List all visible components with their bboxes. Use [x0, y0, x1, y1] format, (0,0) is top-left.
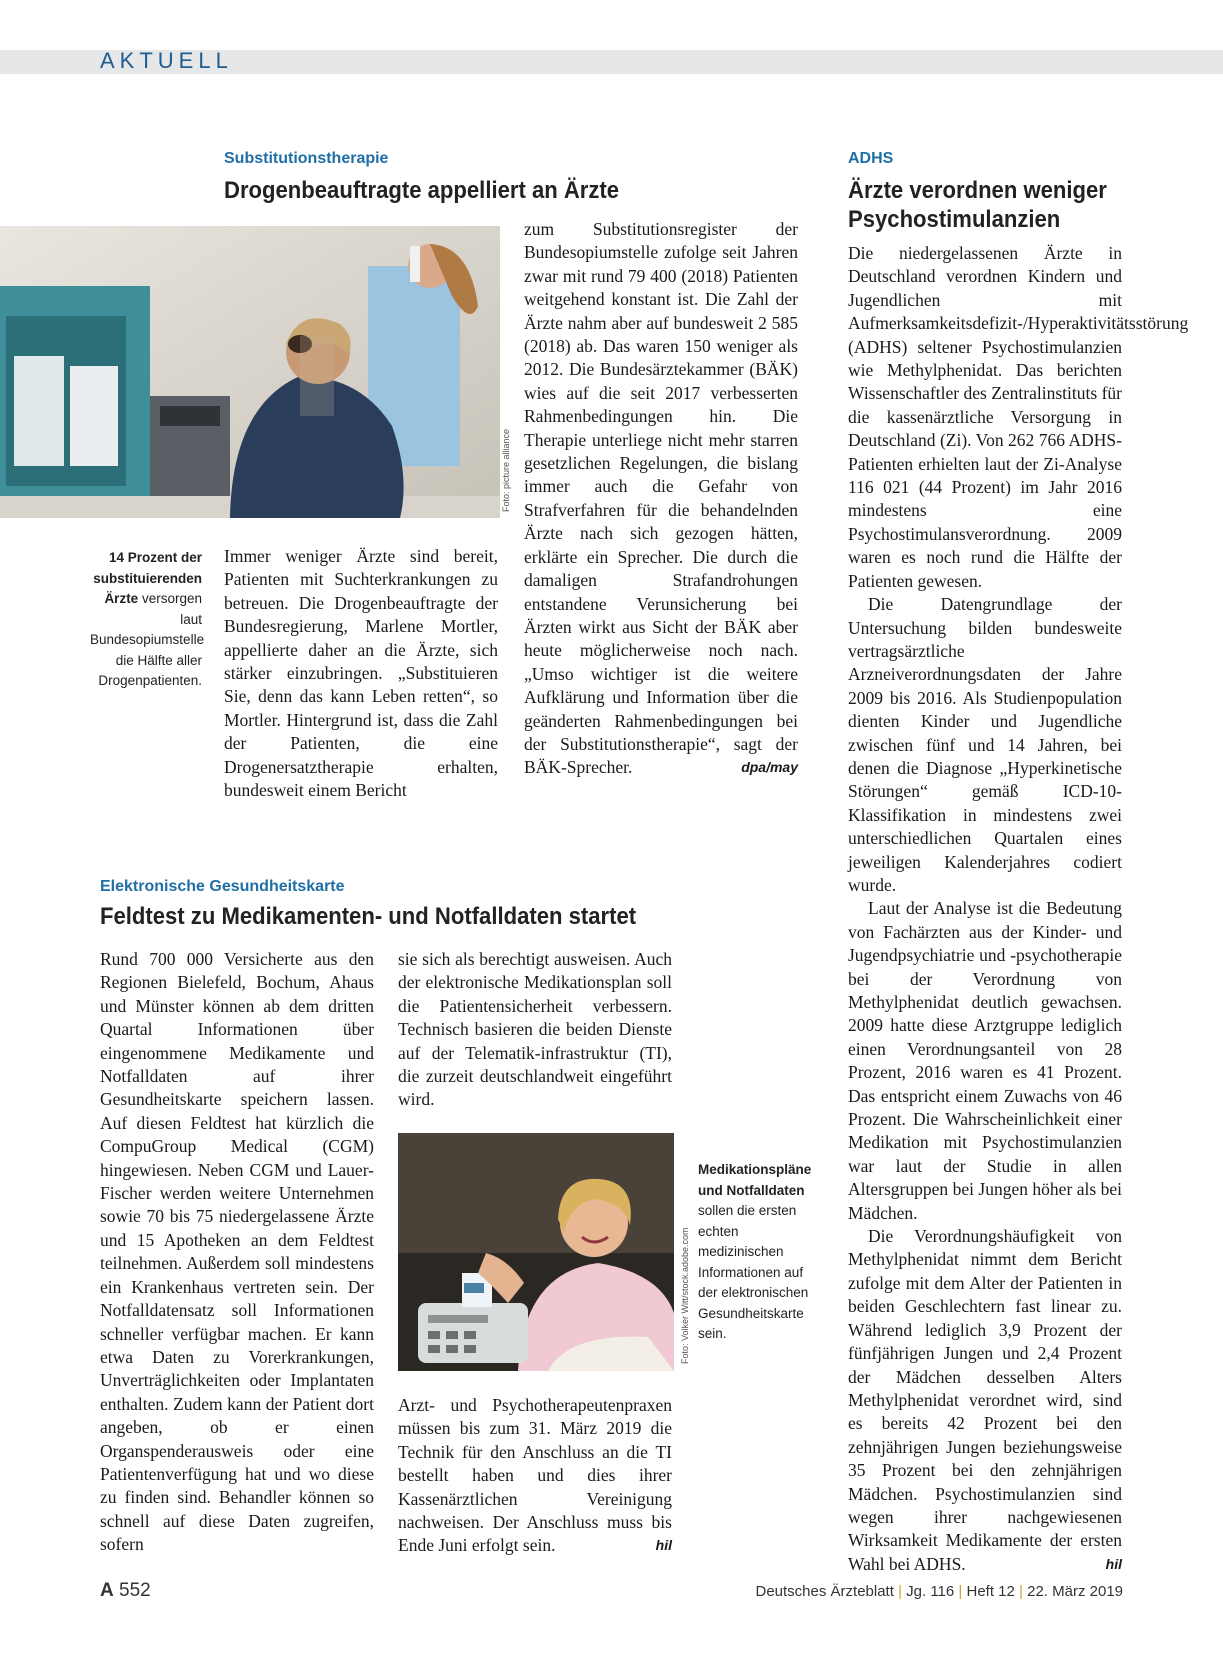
journal-info: Deutsches Ärzteblatt | Jg. 116 | Heft 12 | 22. März 2019	[755, 1583, 1123, 1600]
article3-p4	[848, 1225, 1122, 1576]
journal-name: Deutsches Ärzteblatt	[755, 1583, 894, 1600]
article2-headline: Feldtest zu Medikamenten- und Notfalldaten startet	[100, 903, 637, 930]
article1-caption-bold: 14 Prozent der substituierenden Ärzte	[93, 550, 202, 606]
page-number-value: 552	[119, 1580, 151, 1601]
article3-p2	[848, 593, 1122, 897]
article2-col1: Rund 700 000 Versicherte aus den Regionen Bielefeld, Bochum, Ahaus und Münster können ab dem dritten Quartal Informationen über eingenommene Medikamente und Notfalldaten auf ihrer Gesundheitskarte speichern lassen. Auf diesen Feldtest hat kürzlich die CompuGroup Medical (CGM) hingewiesen. Neben CGM und Lauer-Fischer werden weitere Unternehmen sowie 70 bis 75 niedergelassene Ärzte und 15 Apotheken an dem Feldtest teilnehmen. Außerdem soll mindestens ein Krankenhaus vertreten sein. Der Notfalldatensatz soll Informationen schneller verfügbar machen. Er kann etwa Daten zu Vorerkrankungen, Unverträglichkeiten oder Implantaten enthalten. Zudem kann der Patient dort angeben, ob er einen Organspenderausweis oder eine Patientenverfügung hat und wo diese zu finden sind. Behandler können so schnell auf diese Daten zugreifen, sofern	[100, 949, 374, 1555]
page-prefix: A	[100, 1580, 114, 1601]
article2-col2-bottom	[398, 1394, 672, 1558]
journal-date: 22. März 2019	[1027, 1583, 1123, 1600]
article2-col2-top: sie sich als berechtigt ausweisen. Auch der elektronische Medikationsplan soll die Patientensicherheit verbessern. Technisch basieren die beiden Dienste auf der Telematik-infrastruktur (TI), die zurzeit deutschlandweit eingeführt wird.	[398, 949, 672, 1110]
page-number	[100, 1580, 151, 1602]
card-reader-photo-illustration	[398, 1133, 674, 1371]
article3-p3-text: Laut der Analyse ist die Bedeutung von Fachärzten aus der Kinder- und Jugendpsychiatrie und -psychotherapie bei der Verordnung von Methylphenidat deutlich gewachsen. 2009 hatte diese Arztgruppe lediglich einen Verordnungsanteil von 28 Prozent, 2016 waren es 41 Prozent. Das entspricht einem Zuwachs von 46 Prozent. Die Wahrscheinlichkeit einer Medikation mit Psychostimulanzien war laut der Studie in allen Altersgruppen bei Jungen höher als bei Mädchen.	[848, 898, 1122, 1223]
article2-signature: hil	[655, 1537, 672, 1554]
article1-signature: dpa/may	[741, 759, 798, 776]
article3-p1: Die niedergelassenen Ärzte in Deutschland verordnen Kindern und Jugendlichen mit Aufmerksamkeitsdefizit-/Hyperaktivitätsstörung (ADHS) seltener Psychostimulanzien wie Methylphenidat. Das berichten Wissenschaftler des Zentralinstituts für die kassenärztliche Versorgung in Deutschland (Zi). Von 262 766 ADHS-Patienten erhielten laut der Zi-Analyse 116 021 (44 Prozent) im Jahr 2016 mindestens eine Psychostimulansverordnung. 2009 waren es noch rund die Hälfte der Patienten gewesen.	[848, 243, 1189, 591]
article2-col2-bottom-text: Arzt- und Psychotherapeutenpraxen müssen bis zum 31. März 2019 die Technik für den Anschluss an die TI bestellt haben und dies ihrer Kassenärztlichen Vereinigung nachweisen. Der Anschluss muss bis Ende Juni erfolgt sein.	[398, 1395, 672, 1556]
article1-col2	[524, 218, 798, 780]
article1-photo	[0, 226, 500, 518]
article1-col1: Immer weniger Ärzte sind bereit, Patienten mit Suchterkrankungen zu betreuen. Die Drogenbeauftragte der Bundesregierung, Marlene Mortler, appellierte daher an die Ärzte, sich stärker einzubringen. „Substituieren Sie, denn das kann Leben retten“, so Mortler. Hintergrund ist, dass die Zahl der Patienten, die eine Drogenersatztherapie erhalten, bundesweit einem Bericht	[224, 546, 498, 801]
article2-photo	[398, 1133, 674, 1371]
article1-caption-text: versorgen laut Bundesopiumstelle die Hälfte aller Drogenpatienten.	[90, 591, 205, 688]
article3-p4-text	[848, 1225, 1122, 1576]
section-label: AKTUELL	[100, 48, 233, 73]
article2-kicker: Elektronische Gesundheitskarte	[100, 878, 345, 895]
article1-headline: Drogenbeauftragte appelliert an Ärzte	[224, 177, 620, 204]
article1-col2-wrap	[524, 218, 798, 780]
article3-p4-content: Die Verordnungshäufigkeit von Methylphenidat nimmt dem Bericht zufolge mit dem Alter der Patienten in beiden Geschlechtern fast linear zu. Während lediglich 3,9 Prozent der fünfjährigen Jungen und 2,4 Prozent der Mädchen desselben Alters Methylphenidat verordnet wird, sind es bereits 42 Prozent bei den zehnjährigen Jungen beziehungsweise 35 Prozent bei den zehnjährigen Mädchen. Psychostimulanzien sind wegen ihrer nachgewiesenen Wirksamkeit Medikamente der ersten Wahl bei ADHS.	[848, 1226, 1122, 1574]
article3-body	[848, 242, 1189, 1576]
article2-caption	[698, 1160, 810, 1345]
article3-p3	[848, 897, 1122, 1225]
article1-kicker: Substitutionstherapie	[224, 150, 389, 167]
article1-col2-text: zum Substitutionsregister der Bundesopiumstelle zufolge seit Jahren zwar mit rund 79 400 (2018) Patienten weitgehend konstant ist. Die Zahl der Ärzte nahm aber auf bundesweit 2 585 (2018) ab. Das waren 150 weniger als 2012. Die Bundesärztekammer (BÄK) wies auf die seit 2017 verbesserten Rahmenbedingungen hin. Die Therapie unterliege nicht mehr starren gesetzlichen Regelungen, die bislang immer auch die Gefahr von Strafverfahren für die behandelnden Ärzte nach sich gezogen hätten, erklärte ein Sprecher. Die durch die damaligen Strafandrohungen entstandene Verunsicherung bei Ärzten wirkt aus Sicht der BÄK aber heute möglicherweise noch nach. „Umso wichtiger ist die weitere Aufklärung und Information über die geänderten Rahmenbedingungen bei der Substitutionstherapie“, sagt der BÄK-Sprecher.	[524, 219, 798, 778]
pharmacy-photo-illustration	[0, 226, 500, 518]
journal-issue: Heft 12	[966, 1583, 1015, 1600]
article3-signature: hil	[1105, 1555, 1122, 1572]
article2-col2-bottom-wrap	[398, 1394, 672, 1558]
article2-photo-credit: Foto: Volker Witt/stock.adobe.com	[680, 1227, 690, 1364]
article2-caption-bold: Medikationspläne und Notfalldaten	[698, 1162, 812, 1198]
article3-p2-text: Die Datengrundlage der Untersuchung bilden bundesweite vertragsärztliche Arzneiverordnungsdaten der Jahre 2009 bis 2016. Als Studienpopulation dienten Kinder und Jugendliche zwischen fünf und 14 Jahren, bei denen die Diagnose „Hyperkinetische Störungen“ gemäß ICD-10-Klassifikation in mindestens zwei unterschiedlichen Quartalen eines jeweiligen Kalenderjahres codiert wurde.	[848, 594, 1122, 895]
article1-caption	[90, 548, 205, 692]
article2-caption-text: sollen die ersten echten medizinischen Informationen auf der elektronischen Gesundheitskarte sein.	[698, 1203, 809, 1341]
article3-headline: Ärzte verordnen weniger Psychostimulanzien	[848, 177, 1107, 233]
article1-photo-credit: Foto: picture alliance	[501, 428, 511, 512]
journal-volume: Jg. 116	[906, 1583, 955, 1600]
article3-kicker: ADHS	[848, 150, 894, 167]
